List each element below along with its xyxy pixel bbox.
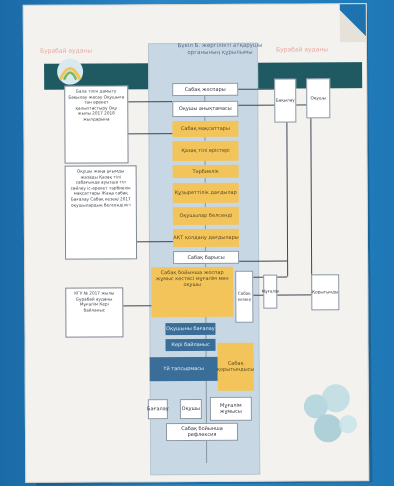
right-box: Оқушы [306,78,330,118]
right-box: Қорытынды [311,274,339,310]
header-title: Бүкіл Б. жергілікті атқарушы органының құрылымы [177,42,263,57]
poster-sheet [23,3,369,483]
center-box: Құзыреттілік дағдылар [173,183,239,203]
center-box: Сабақ мақсаттары [172,121,238,137]
emblem-logo-icon [48,54,92,90]
center-box: Сабақ бойынша жоспар жұмыс кестесі мұғалім мен оқушы [151,267,233,317]
center-box: АКТ қолдану дағдылары [173,229,239,247]
right-box: Бақылау [274,78,296,122]
connector-line [286,117,288,277]
center-box: Кері байланыс [166,339,216,351]
left-note: КГУ № 2017 жылы Бурабай ауданы Мұғалім Кері байланыс [65,287,123,337]
center-box: Тәрбиелік [173,165,239,178]
folded-corner [340,4,366,42]
center-box: Үй тапсырмасы [150,357,218,381]
header-left-text: Бурабай ауданы [39,47,93,55]
center-box: Мұғалім жұмысы [210,397,252,421]
center-box: Оқушыны бағалау [165,323,215,335]
center-box: Сабақ бойынша рефлексия [166,423,238,441]
header-right-text: Бурабай ауданы [275,46,329,54]
connector-line [123,305,153,306]
center-box: Сабақ жоспары [172,83,238,96]
center-box: Бағалау [148,399,168,419]
left-note: Оқушы жаңа ұғымды жазады Қазақ тілі сабағында ауызша тіл сөйлеу іс-әрекет тәрбиелік мақсаттары Жаңа сабақ Бағалау Сабақ кезеңі 2017 оқушылардың белсенділігі [65,165,137,259]
connector-line [237,261,287,262]
center-box: Сабақ барысы [173,251,239,264]
center-box: Оқушылар белсенді [173,207,239,225]
right-box: Мұғалім [263,275,277,309]
center-box: Оқушы анықтамасы [172,101,238,117]
connector-line [310,116,312,294]
center-box: Қазақ тілі өрістері [172,141,238,161]
center-box: Сабақ кезеңі [235,271,253,323]
left-note: Бала тілін дамыту Бақылау жасау Оқушыға тән әрекет қалыптастыру Оқу жылы 2017 2018 жылдарына [64,85,128,163]
center-box: Сабақ қорытындысы [218,343,254,391]
center-box: Оқушы [180,399,202,419]
decorative-bubbles-icon [302,376,358,448]
